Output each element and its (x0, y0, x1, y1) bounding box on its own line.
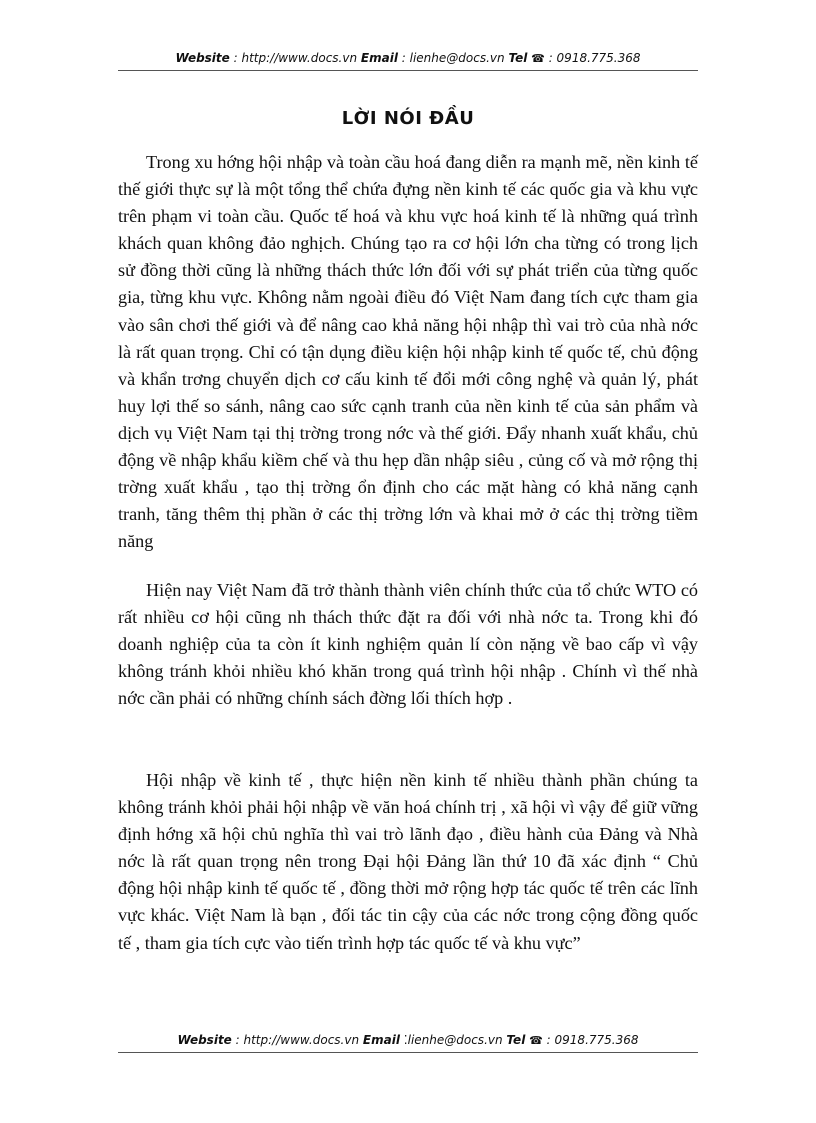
footer-email-value: lienhe@docs.vn (407, 1033, 503, 1047)
header-website-value: : http://www.docs.vn (233, 51, 358, 65)
page-header (118, 51, 698, 65)
phone-icon: ☎ (531, 52, 545, 65)
footer-divider (118, 1052, 698, 1053)
footer-separator-glyph: ⁚ (403, 1033, 408, 1047)
phone-icon: ☎ (529, 1034, 543, 1047)
header-divider (118, 70, 698, 71)
footer-tel-label: Tel (506, 1033, 526, 1047)
paragraph-1: Trong xu hớng hội nhập và toàn cầu hoá đang diễn ra mạnh mẽ, nền kinh tế thế giới thực sự là một tổng thể chứa đựng nền kinh tế các quốc gia và khu vực trên phạm vi toàn cầu. Quốc tế hoá và khu vực hoá kinh tế là những quá trình khách quan không đảo nghịch. Chúng tạo ra cơ hội lớn cha từng có trong lịch sử đồng thời cũng là những thách thức lớn đối với sự phát triển của từng quốc gia, từng khu vực. Không nằm ngoài điều đó Việt Nam đang tích cực tham gia vào sân chơi thế giới và để nâng cao khả năng hội nhập thì vai trò của nhà nớc là rất quan trọng. Chỉ có tận dụng điều kiện hội nhập kinh tế quốc tế, chủ động và khẩn trơng chuyển dịch cơ cấu kinh tế đổi mới công nghệ và quản lý, phát huy lợi thế so sánh, nâng cao sức cạnh tranh của nền kinh tế của sản phẩm và dịch vụ Việt Nam tại thị trờng trong nớc và thế giới. Đẩy nhanh xuất khẩu, chủ động về nhập khẩu kiềm chế và thu hẹp dần nhập siêu , củng cố và mở rộng thị trờng xuất khẩu , tạo thị trờng ổn định cho các mặt hàng có khả năng cạnh tranh, tăng thêm thị phần ở các thị trờng lớn và khai mở ở các thị trờng tiềm năng (118, 152, 698, 552)
header-tel-value: : 0918.775.368 (548, 51, 641, 65)
page-footer (118, 1033, 698, 1047)
footer-website-label: Website (177, 1033, 232, 1047)
footer-website-value: : http://www.docs.vn (235, 1033, 360, 1047)
footer-email-label: Email (362, 1033, 400, 1047)
paragraph-2: Hiện nay Việt Nam đã trở thành thành viên chính thức của tổ chức WTO có rất nhiều cơ hội cũng nh thách thức đặt ra đối với nhà nớc ta. Trong khi đó doanh nghiệp của ta còn ít kinh nghiệm quản lí còn nặng về bao cấp vì vậy không tránh khỏi nhiều khó khăn trong quá trình hội nhập . Chính vì thế nhà nớc cần phải có những chính sách đờng lối thích hợp . (118, 580, 698, 709)
page-title: LỜI NÓI ĐẦU (341, 108, 475, 129)
header-email-label: Email (360, 51, 398, 65)
header-email-value: : lienhe@docs.vn (401, 51, 505, 65)
paragraph-3: Hội nhập về kinh tế , thực hiện nền kinh tế nhiều thành phần chúng ta không tránh khỏi phải hội nhập về văn hoá chính trị , xã hội vì vậy để giữ vững định hớng xã hội chủ nghĩa thì vai trò lãnh đạo , điều hành của Đảng và Nhà nớc là rất quan trọng nên trong Đại hội Đảng lần thứ 10 đã xác định “ Chủ động hội nhập kinh tế quốc tế , đồng thời mở rộng hợp tác quốc tế trên các lĩnh vực khác. Việt Nam là bạn , đối tác tin cậy của các nớc trong cộng đồng quốc tế , tham gia tích cực vào tiến trình hợp tác quốc tế và khu vực” (118, 770, 698, 953)
header-website-label: Website (175, 51, 230, 65)
footer-tel-value: : 0918.775.368 (546, 1033, 639, 1047)
header-tel-label: Tel (508, 51, 528, 65)
